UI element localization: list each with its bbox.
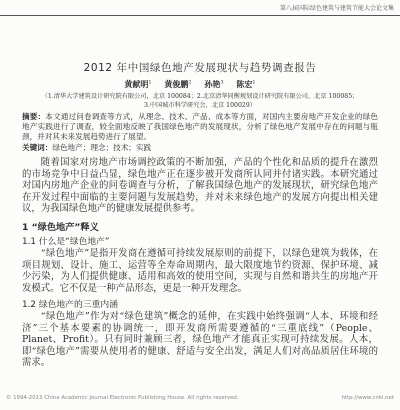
keywords [22,143,378,153]
author [236,79,255,89]
keywords-text: 绿色地产；理念；技术；实践 [52,143,152,152]
abstract [22,112,378,142]
affiliation-mark: 3 [220,79,224,86]
author-name: 陈宏 [236,79,253,89]
author [124,79,151,89]
copyright-notice: © 1994-2013 China Academic Journal Electronic Publishing House. All rights reserved. [6,395,239,401]
subsection-heading: 1.1 什么是“绿色地产” [22,237,110,247]
keywords-label: 关键词： [22,143,53,152]
author [164,79,191,89]
affiliation-line: （1.清华大学建筑设计研究院有限公司，北京 100084；2.北京清华同衡规划设计研究院有限公司，北京 100085； [41,93,359,100]
running-header: 第八届国际绿色建筑与建筑节能大会论文集 [279,5,394,12]
paper-title: 2012 年中国绿色地产发展现状与趋势调查报告 [83,62,317,74]
subsection-heading: 1.2 绿色地产的三重内涵 [22,300,118,310]
body-paragraph: “绿色地产”是指开发商在遵循可持续发展原则的前提下，以绿色建筑为载体，在项目规划、设计、施工、运营等全寿命周期内，最大限度地节约资源、保护环境、减少污染，为人们提供健康、适用和高效的使用空间，实现与自然和谐共生的房地产开发模式。它不仅是一种产品形态，更是一种开发理念。 [22,248,378,294]
footer-url: http://www.cnki.net [341,395,394,401]
author-list [20,79,360,90]
affiliation-mark: 1 [252,79,256,86]
abstract-text: 本文通过问卷调查等方式，从理念、技术、产品、成本等方面，对国内主要房地产开发企业的绿色地产实践进行了调查，较全面地反映了我国绿色地产的发展现状，分析了绿色地产发展中存在的问题与瓶颈，并对其未来发展趋势进行了展望。 [22,112,379,141]
author-name: 黄献明 [124,79,149,89]
affiliation-mark: 2 [188,79,192,86]
abstract-label: 摘要： [22,112,46,121]
body-paragraph: “绿色地产”作为对“绿色建筑”概念的延伸，在实践中始终强调“人本、环境和经济”三个基本要素的协调统一，即开发商所需要遵循的“三重底线”（People、Planet、Profit）。只有同时兼顾三者，绿色地产才能真正实现可持续发展。人本，即“绿色地产”需要从使用者的健康、舒适与安全出发，满足人们对高品质居住环境的需求。 [22,311,378,369]
section-heading: 1 “绿色地产”释义 [22,222,99,233]
affiliation-line: 3.中国城市科学研究会，北京 100029） [144,102,256,109]
author [204,79,223,89]
author-name: 孙艳 [204,79,221,89]
header-rule [0,15,400,16]
author-name: 黄俊鹏 [164,79,189,89]
affiliation-mark: 1 [148,79,152,86]
page-footer [6,395,394,401]
intro-paragraph: 随着国家对房地产市场调控政策的不断加强，产品的个性化和品质的提升在激烈的市场竞争中日益凸显，绿色地产正在逐步被开发商所认同并付诸实践。本研究通过对国内房地产企业的问卷调查与分析，了解我国绿色地产的发展现状，研究绿色地产在开发过程中面临的主要问题与发展趋势，并对未来绿色地产的发展方向提出相关建议，为我国绿色地产的健康发展提供参考。 [22,157,378,215]
